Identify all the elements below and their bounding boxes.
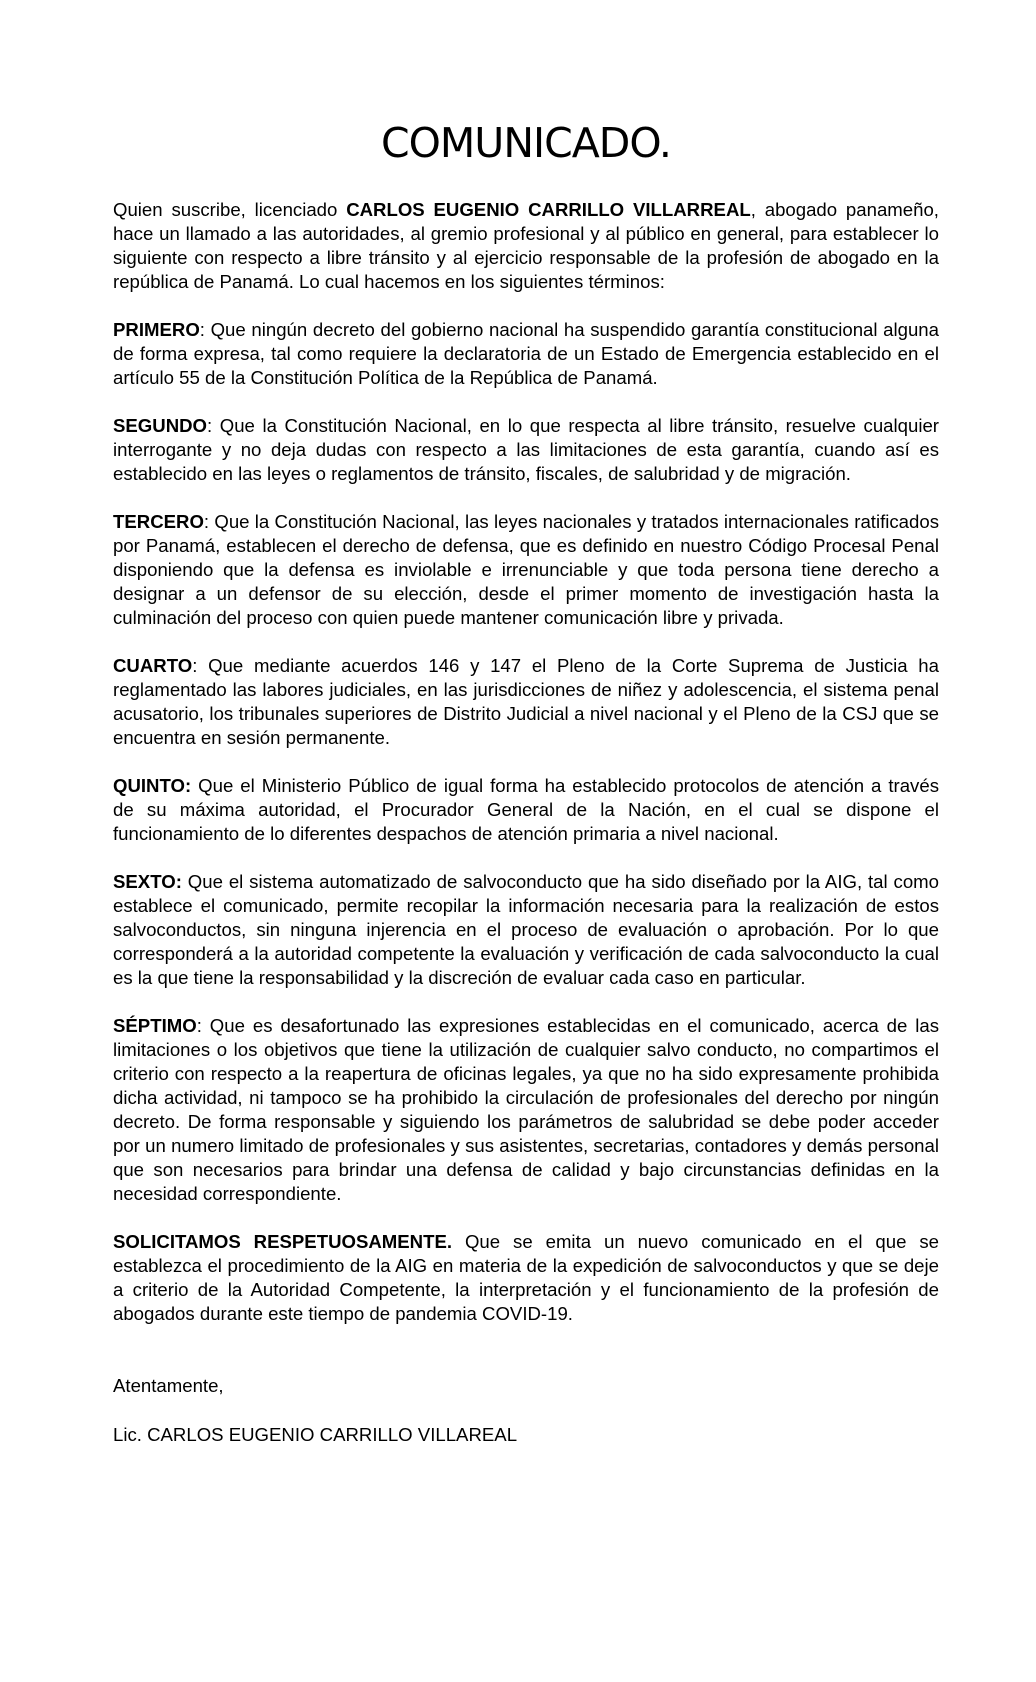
section-text: : Que ningún decreto del gobierno nacional ha suspendido garantía constitucional alguna de forma expresa, tal como requiere la declaratoria de un Estado de Emergencia establecido en el artículo 55 de la Constitución Política de la República de Panamá.: [113, 319, 939, 388]
intro-text: , abogado panameño, hace un llamado a las autoridades, al gremio profesional y al público en general, para establecer lo siguiente con respecto a libre tránsito y al ejercicio responsable de la profesión de abogado en la república de Panamá. Lo cual hacemos en los siguientes términos:: [113, 199, 939, 292]
section-cuarto: [113, 654, 939, 750]
section-text: Que el sistema automatizado de salvoconducto que ha sido diseñado por la AIG, tal como establece el comunicado, permite recopilar la información necesaria para la realización de estos salvoconductos, sin ninguna injerencia en el proceso de evaluación o aprobación. Por lo que corresponderá a la autoridad competente la evaluación y verificación de cada salvoconducto la cual es la que tiene la responsabilidad y la discreción de evaluar cada caso en particular.: [113, 871, 939, 988]
section-text: Que el Ministerio Público de igual forma ha establecido protocolos de atención a través de su máxima autoridad, el Procurador General de la Nación, en el cual se dispone el funcionamiento de lo diferentes despachos de atención primaria a nivel nacional.: [113, 775, 939, 844]
intro-lead: Quien suscribe, licenciado: [113, 199, 347, 220]
page-title: COMUNICADO.: [381, 119, 671, 167]
section-primero: [113, 318, 939, 390]
section-sexto: [113, 870, 939, 990]
section-text: : Que mediante acuerdos 146 y 147 el Pleno de la Corte Suprema de Justicia ha reglamentado las labores judiciales, en las jurisdicciones de niñez y adolescencia, el sistema penal acusatorio, los tribunales superiores de Distrito Judicial a nivel nacional y el Pleno de la CSJ que se encuentra en sesión permanente.: [113, 655, 939, 748]
section-heading: CUARTO: [113, 655, 193, 676]
section-heading: SOLICITAMOS RESPETUOSAMENTE.: [113, 1231, 453, 1252]
section-text: : Que la Constitución Nacional, en lo que respecta al libre tránsito, resuelve cualquier interrogante y no deja dudas con respecto a las limitaciones de esta garantía, cuando así es establecido en las leyes o reglamentos de tránsito, fiscales, de salubridad y de migración.: [113, 415, 939, 484]
section-solicitamos: [113, 1230, 939, 1326]
section-quinto: [113, 774, 939, 846]
section-septimo: [113, 1014, 939, 1206]
section-heading: PRIMERO: [113, 319, 200, 340]
section-text: : Que la Constitución Nacional, las leyes nacionales y tratados internacionales ratificados por Panamá, establecen el derecho de defensa, que es definido en nuestro Código Procesal Penal disponiendo que la defensa es inviolable e irrenunciable y que toda persona tiene derecho a designar a un defensor de su elección, desde el primer momento de investigación hasta la culminación del proceso con quien puede mantener comunicación libre y privada.: [113, 511, 939, 628]
author-name: CARLOS EUGENIO CARRILLO VILLARREAL: [346, 199, 751, 220]
signature-line: Lic. CARLOS EUGENIO CARRILLO VILLAREAL: [113, 1424, 518, 1445]
intro-paragraph: [113, 198, 939, 294]
section-heading: QUINTO:: [113, 775, 192, 796]
section-heading: SEXTO:: [113, 871, 182, 892]
section-segundo: [113, 414, 939, 486]
section-tercero: [113, 510, 939, 630]
closing-salutation: Atentamente,: [113, 1375, 224, 1396]
document-body: [113, 198, 939, 1447]
section-text: : Que es desafortunado las expresiones establecidas en el comunicado, acerca de las limitaciones o los objetivos que tiene la utilización de cualquier salvo conducto, no compartimos el criterio con respecto a la reapertura de oficinas legales, ya que no ha sido expresamente prohibida dicha actividad, ni tampoco se ha prohibido la circulación de profesionales del derecho por ningún decreto. De forma responsable y siguiendo los parámetros de salubridad se debe poder acceder por un numero limitado de profesionales y sus asistentes, secretarias, contadores y demás personal que son necesarios para brindar una defensa de calidad y bajo circunstancias definidas en la necesidad correspondiente.: [113, 1015, 939, 1204]
section-heading: SEGUNDO: [113, 415, 208, 436]
section-heading: TERCERO: [113, 511, 204, 532]
section-heading: SÉPTIMO: [113, 1015, 197, 1036]
section-text: Que se emita un nuevo comunicado en el que se establezca el procedimiento de la AIG en materia de la expedición de salvoconductos y que se deje a criterio de la Autoridad Competente, la interpretación y el funcionamiento de la profesión de abogados durante este tiempo de pandemia COVID-19.: [113, 1231, 939, 1324]
